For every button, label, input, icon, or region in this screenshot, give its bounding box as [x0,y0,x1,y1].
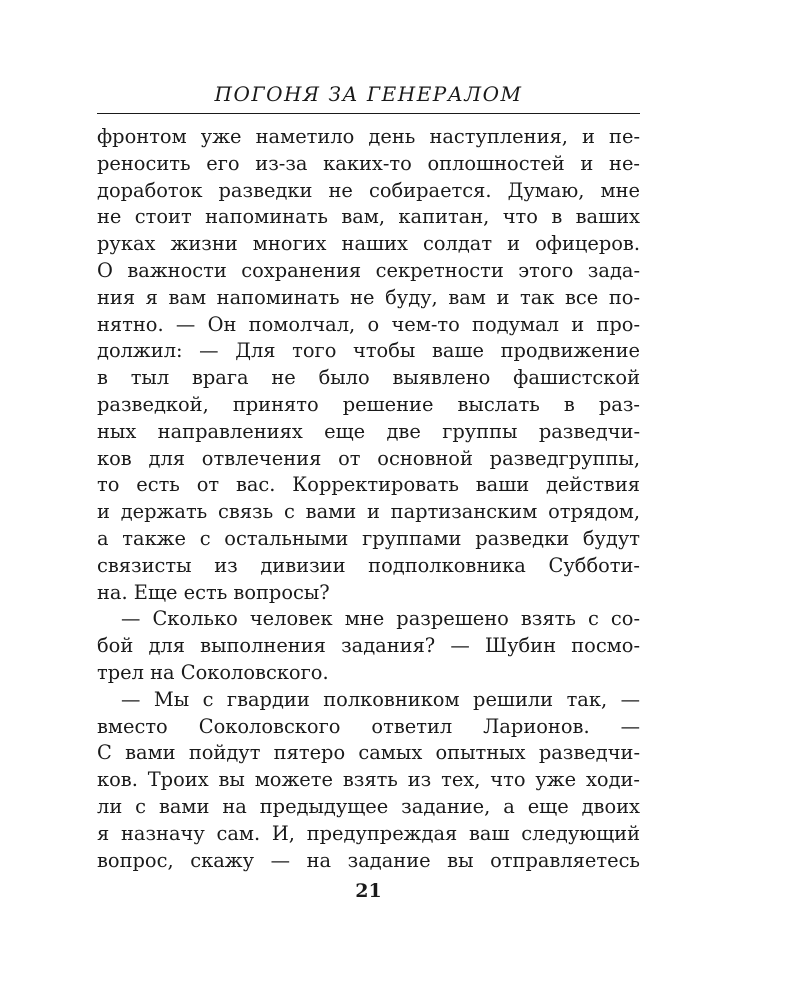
text-line: — Сколько человек мне разрешено взять с со- [121,607,640,631]
text-line: ли с вами на предыдущее задание, а еще двоих [97,794,640,818]
text-line: ных направлениях еще две группы разведчи- [97,419,640,443]
text-line: разведкой, принято решение выслать в раз- [97,392,640,416]
text-line: реносить его из-за каких-то оплошностей и не- [97,151,640,175]
body-text [97,124,640,874]
text-line: — Мы с гвардии полковником решили так, — [121,687,640,711]
text-line: О важности сохранения секретности этого зада- [97,258,640,282]
text-line: в тыл врага не было выявлено фашистской [97,366,640,390]
text-line: руках жизни многих наших солдат и офицеров. [97,232,640,256]
text-line: трел на Соколовского. [97,660,329,684]
text-line: С вами пойдут пятеро самых опытных разведчи- [97,741,640,765]
text-line: ков для отвлечения от основной разведгруппы, [97,446,640,470]
text-line: ков. Троих вы можете взять из тех, что уже ходи- [97,768,640,792]
text-line: ния я вам напоминать не буду, вам и так все по- [97,285,640,309]
text-line: должил: — Для того чтобы ваше продвижение [97,339,640,363]
text-line: вместо Соколовского ответил Ларионов. — [97,714,640,738]
text-line: не стоит напоминать вам, капитан, что в ваших [97,205,640,229]
running-head: ПОГОНЯ ЗА ГЕНЕРАЛОМ [214,82,523,106]
text-line: на. Еще есть вопросы? [97,580,330,604]
header-rule [97,113,640,114]
text-line: доработок разведки не собирается. Думаю, мне [97,178,640,202]
text-line: а также с остальными группами разведки будут [97,526,640,550]
text-line: нятно. — Он помолчал, о чем-то подумал и про- [97,312,640,336]
page-number: 21 [355,880,382,902]
text-line: фронтом уже наметило день наступления, и пе- [97,125,640,148]
text-line: связисты из дивизии подполковника Субботи- [97,553,640,577]
text-line: вопрос, скажу — на задание вы отправляетесь [97,848,640,872]
text-line: я назначу сам. И, предупреждая ваш следующий [97,821,640,845]
text-line: бой для выполнения задания? — Шубин посмо- [97,634,640,658]
text-line: то есть от вас. Корректировать ваши действия [97,473,640,497]
text-line: и держать связь с вами и партизанским отрядом, [97,500,640,524]
